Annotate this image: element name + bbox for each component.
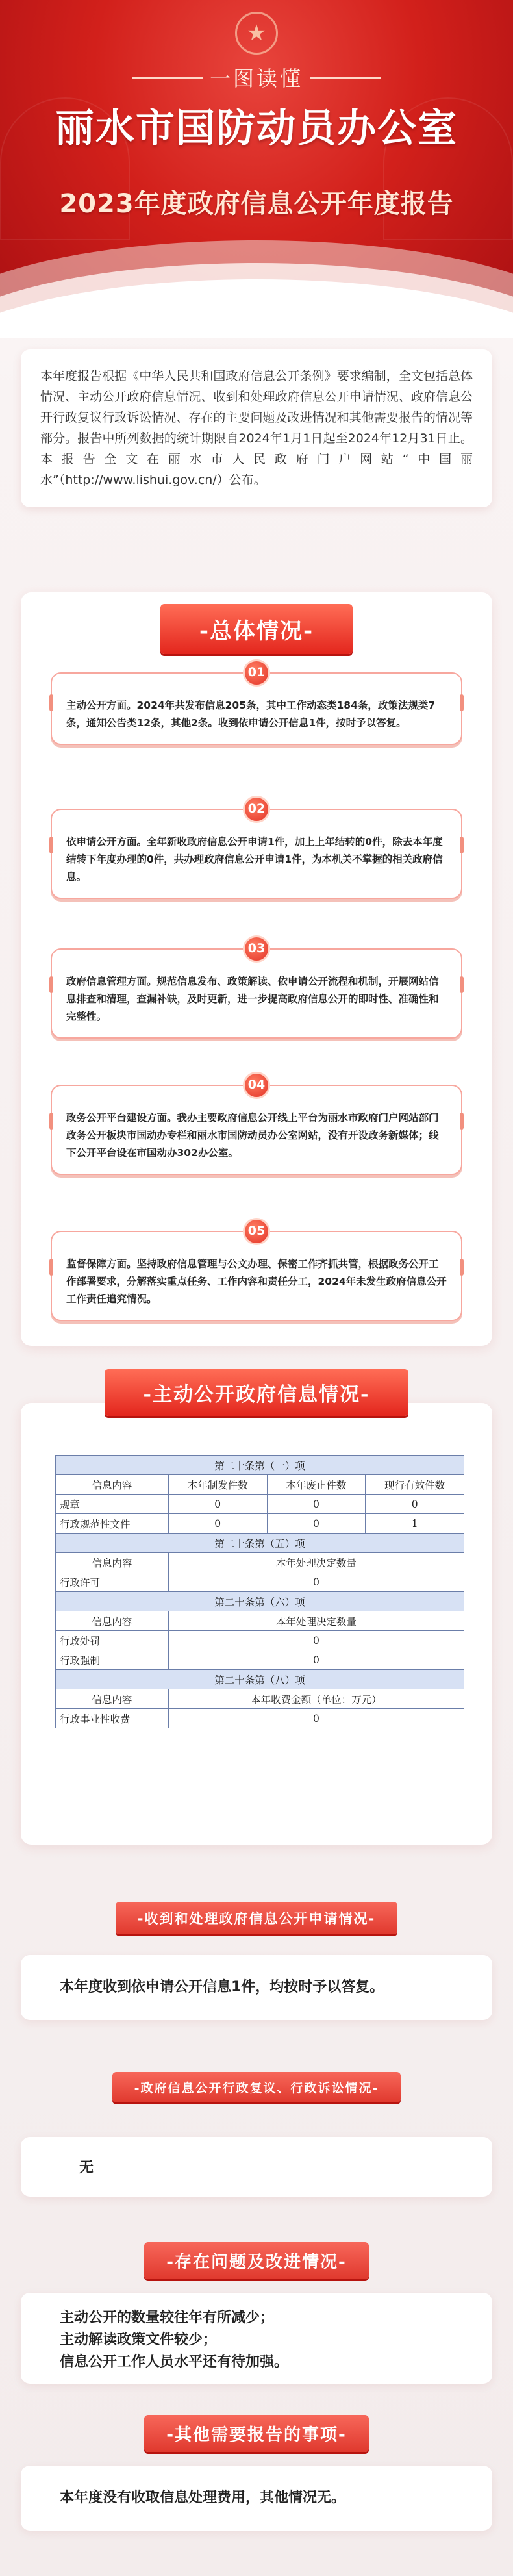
tagline-divider (310, 77, 381, 79)
other-heading-ribbon (0, 2415, 513, 2452)
overview-item-2 (51, 802, 462, 899)
active-heading: -主动公开政府信息情况- (105, 1369, 409, 1416)
column-header: 信息内容 (56, 1689, 169, 1709)
apply-heading-ribbon (0, 1902, 513, 1934)
table-header-row (56, 1475, 464, 1495)
table-cell: 规章 (56, 1495, 169, 1514)
item-text: 政务公开平台建设方面。我办主要政府信息公开线上平台为丽水市政府门户网站部门政务公开板块市国动办专栏和丽水市国防动员办公室网站，没有开设政务新媒体；线下公开平台设在市国动办302办公室。 (66, 1112, 439, 1159)
table-row (56, 1709, 464, 1728)
review-heading: -政府信息公开行政复议、行政诉讼情况- (112, 2072, 401, 2102)
overview-heading-ribbon (0, 604, 513, 654)
overview-item-4 (51, 1078, 462, 1175)
table-cell: 行政事业性收费 (56, 1709, 169, 1728)
review-card (21, 2137, 492, 2197)
problem-line: 信息公开工作人员水平还有待加强。 (60, 2354, 289, 2371)
table-row (56, 1514, 464, 1534)
table-row (56, 1650, 464, 1670)
overview-item-3 (51, 941, 462, 1039)
column-header: 现行有效件数 (366, 1475, 464, 1495)
table-cell: 0 (168, 1650, 464, 1670)
table-section-header (56, 1456, 464, 1475)
table-cell: 0 (168, 1495, 267, 1514)
table-cell: 0 (168, 1631, 464, 1650)
disclosure-table (55, 1455, 464, 1728)
problems-card (21, 2293, 492, 2384)
table-cell: 行政规范性文件 (56, 1514, 169, 1534)
column-header: 本年制发件数 (168, 1475, 267, 1495)
item-number-badge: 01 (243, 659, 270, 687)
page-title: 丽水市国防动员办公室 (55, 106, 458, 151)
apply-card (21, 1955, 492, 2020)
overview-item-5 (51, 1224, 462, 1321)
column-header: 本年废止件数 (267, 1475, 366, 1495)
table-cell: 行政处罚 (56, 1631, 169, 1650)
column-header: 本年收费金额（单位：万元） (168, 1689, 464, 1709)
item-text: 监督保障方面。坚持政府信息管理与公文办理、保密工作齐抓共管，根据政务公开工作部署要求，分解落实重点任务、工作内容和责任分工，2024年未发生政府信息公开工作责任追究情况。 (66, 1258, 447, 1306)
column-header: 信息内容 (56, 1611, 169, 1631)
review-text: 无 (79, 2160, 94, 2176)
table-cell: 行政强制 (56, 1650, 169, 1670)
item-number-badge: 05 (243, 1218, 270, 1245)
item-number-badge: 04 (243, 1072, 270, 1099)
item-text: 依申请公开方面。全年新收政府信息公开申请1件，加上上年结转的0件，除去本年度结转下年度办理的0件，共办理政府信息公开申请1件，为本机关不掌握的相关政府信息。 (66, 836, 443, 883)
active-heading-ribbon (0, 1369, 513, 1416)
column-header: 本年处理决定数量 (168, 1611, 464, 1631)
apply-text: 本年度收到依申请公开信息1件，均按时予以答复。 (60, 1979, 384, 1995)
table-header-row (56, 1611, 464, 1631)
problem-line: 主动解读政策文件较少； (60, 2332, 218, 2349)
problems-heading: -存在问题及改进情况- (144, 2242, 369, 2279)
emblem-icon: ★ (235, 12, 278, 55)
table-cell: 行政许可 (56, 1572, 169, 1592)
column-header: 本年处理决定数量 (168, 1553, 464, 1572)
table-row (56, 1572, 464, 1592)
section-title: 第二十条第（一）项 (56, 1456, 464, 1475)
review-heading-ribbon (0, 2072, 513, 2102)
table-cell: 0 (267, 1514, 366, 1534)
other-text: 本年度没有收取信息处理费用，其他情况无。 (60, 2490, 346, 2506)
item-text: 主动公开方面。2024年共发布信息205条，其中工作动态类184条，政策法规类7条，通知公告类12条，其他2条。收到依申请公开信息1件，按时予以答复。 (66, 700, 436, 729)
header-banner (0, 0, 513, 338)
table-header-row (56, 1553, 464, 1572)
section-title: 第二十条第（六）项 (56, 1592, 464, 1611)
table-cell: 0 (267, 1495, 366, 1514)
item-number-badge: 02 (243, 796, 270, 823)
apply-heading: -收到和处理政府信息公开申请情况- (116, 1902, 397, 1934)
table-section-header (56, 1670, 464, 1689)
problems-heading-ribbon (0, 2242, 513, 2279)
overview-heading: -总体情况- (160, 604, 353, 654)
table-row (56, 1631, 464, 1650)
table-cell: 0 (366, 1495, 464, 1514)
table-cell: 1 (366, 1514, 464, 1534)
column-header: 信息内容 (56, 1553, 169, 1572)
page-subtitle: 2023年度政府信息公开年度报告 (59, 189, 454, 219)
section-title: 第二十条第（五）项 (56, 1534, 464, 1553)
tagline-row (0, 62, 513, 92)
section-title: 第二十条第（八）项 (56, 1670, 464, 1689)
table-cell: 0 (168, 1709, 464, 1728)
disclosure-table-wrap (55, 1455, 464, 1728)
table-cell: 0 (168, 1572, 464, 1592)
overview-item-1 (51, 665, 462, 745)
other-card (21, 2466, 492, 2531)
item-number-badge: 03 (243, 935, 270, 963)
table-section-header (56, 1534, 464, 1553)
table-row (56, 1495, 464, 1514)
intro-text: 本年度报告根据《中华人民共和国政府信息公开条例》要求编制，全文包括总体情况、主动公开政府信息情况、收到和处理政府信息公开申请情况、政府信息公开行政复议行政诉讼情况、存在的主要问题及改进情况和其他需要报告的情况等部分。报告中所列数据的统计期限自2024年1月1日起至2024年12月31日止。本报告全文在丽水市人民政府门户网站“中国丽水”（http://www.lishui.gov.cn/）公布。 (40, 369, 473, 487)
table-section-header (56, 1592, 464, 1611)
problem-line: 主动公开的数量较往年有所减少； (60, 2310, 275, 2326)
tagline: 一图读懂 (209, 66, 303, 91)
table-header-row (56, 1689, 464, 1709)
intro-card (21, 349, 492, 507)
item-text: 政府信息管理方面。规范信息发布、政策解读、依申请公开流程和机制，开展网站信息排查和清理，查漏补缺，及时更新，进一步提高政府信息公开的即时性、准确性和完整性。 (66, 976, 439, 1023)
column-header: 信息内容 (56, 1475, 169, 1495)
tagline-divider (132, 77, 203, 79)
other-heading: -其他需要报告的事项- (144, 2415, 369, 2452)
table-cell: 0 (168, 1514, 267, 1534)
